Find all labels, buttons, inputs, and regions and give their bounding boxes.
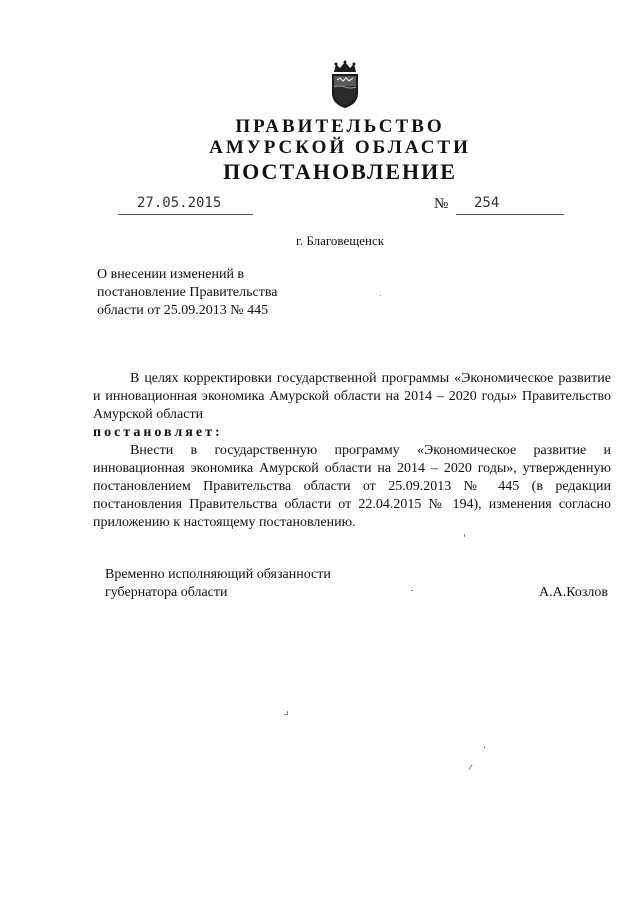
document-number: 254 [474,195,500,211]
scan-speck [287,711,288,715]
document-body [93,370,611,532]
city-name: г. Благовещенск [295,233,385,248]
signatory-position [105,566,331,602]
date-underline [118,214,253,215]
scan-speck [380,295,381,296]
document-date: 27.05.2015 [137,195,222,211]
document-type-title: ПОСТАНОВЛЕНИЕ [223,159,457,184]
position-line: Временно исполняющий обязанности [105,567,331,582]
number-underline [456,214,564,215]
scan-speck [464,534,465,537]
region-title: АМУРСКОЙ ОБЛАСТИ [209,137,471,158]
subject-line: постановление Правительства [97,285,278,300]
decree-word: постановляет: [93,425,223,440]
preamble-paragraph: В целях корректировки государственной программы «Экономическое развитие и инновационная экономика Амурской области на 2014 – 2020 годы» Правительство Амурской области [93,371,611,422]
signatory-name: А.А.Козлов [539,585,608,600]
subject-line: области от 25.09.2013 № 445 [97,303,269,318]
scan-speck [468,764,472,769]
government-title: ПРАВИТЕЛЬСТВО [235,116,445,137]
document-subject [97,266,337,320]
coat-of-arms-icon [328,59,362,109]
subject-line: О внесении изменений в [97,267,245,282]
position-line: губернатора области [105,585,228,600]
scan-speck [411,590,413,591]
number-sign: № [434,196,449,212]
scan-speck [484,746,485,748]
clause-paragraph: Внести в государственную программу «Экономическое развитие и инновационная экономика Амурской области на 2014 – 2020 годы», утвержденную постановлением Правительства области от 25.09.2013 № 445 (в редакции постановления Правительства области от 22.04.2015 № 194), изменения согласно приложению к настоящему постановлению. [93,443,611,530]
